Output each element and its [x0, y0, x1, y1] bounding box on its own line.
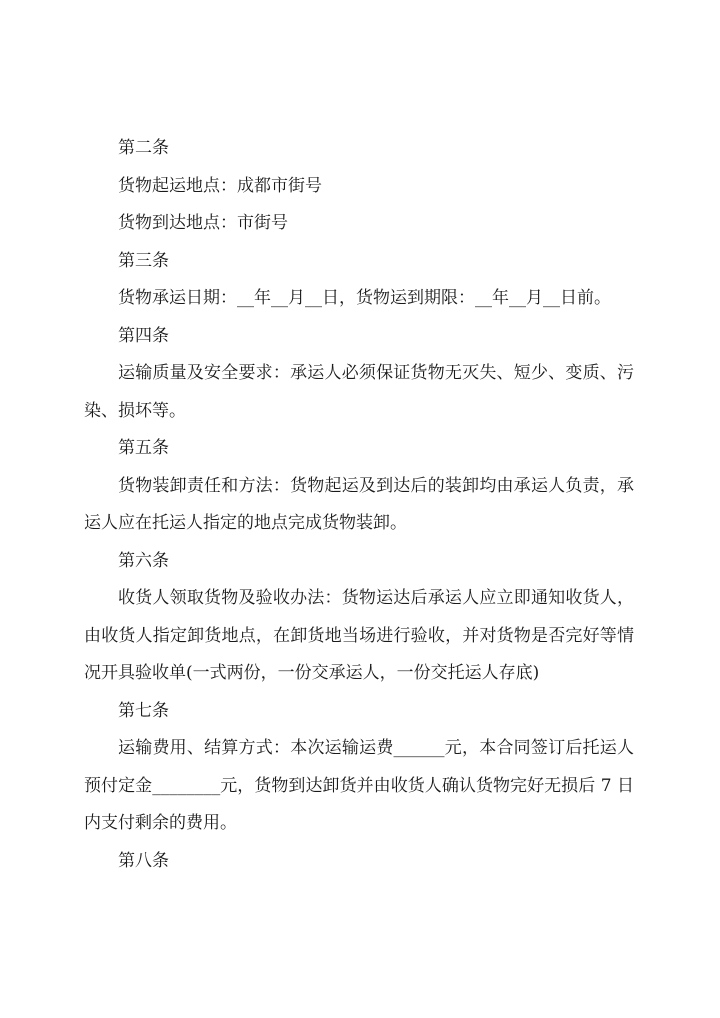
article-heading-8: 第八条: [118, 850, 169, 871]
fees-settlement-terms: 运输费用、结算方式：本次运输运费______元，本合同签订后托运人预付定金________元，货物到达卸货并由收货人确认货物完好无损后 7 日内支付剩余的费用。: [84, 738, 634, 833]
loading-unloading-terms: 货物装卸责任和方法：货物起运及到达后的装卸均由承运人负责，承运人应在托运人指定的地点完成货物装卸。: [84, 475, 634, 533]
article-heading-5: 第五条: [118, 438, 169, 458]
destination-location: 货物到达地点：市街号: [118, 213, 288, 233]
quality-safety-requirements: 运输质量及安全要求：承运人必须保证货物无灭失、短少、变质、污染、损坏等。: [84, 363, 634, 421]
document-body: [84, 130, 634, 880]
origin-location: 货物起运地点：成都市街号: [118, 175, 322, 196]
article-heading-7: 第七条: [118, 700, 169, 721]
article-heading-4: 第四条: [118, 325, 169, 346]
receipt-inspection-terms: 收货人领取货物及验收办法：货物运达后承运人应立即通知收货人，由收货人指定卸货地点，在卸货地当场进行验收，并对货物是否完好等情况开具验收单(一式两份，一份交承运人，一份交托运人存底): [84, 588, 634, 683]
article-heading-3: 第三条: [118, 250, 169, 271]
article-heading-2: 第二条: [118, 138, 169, 158]
article-heading-6: 第六条: [118, 550, 169, 571]
shipping-dates: 货物承运日期：__年__月__日，货物运到期限：__年__月__日前。: [118, 288, 611, 308]
